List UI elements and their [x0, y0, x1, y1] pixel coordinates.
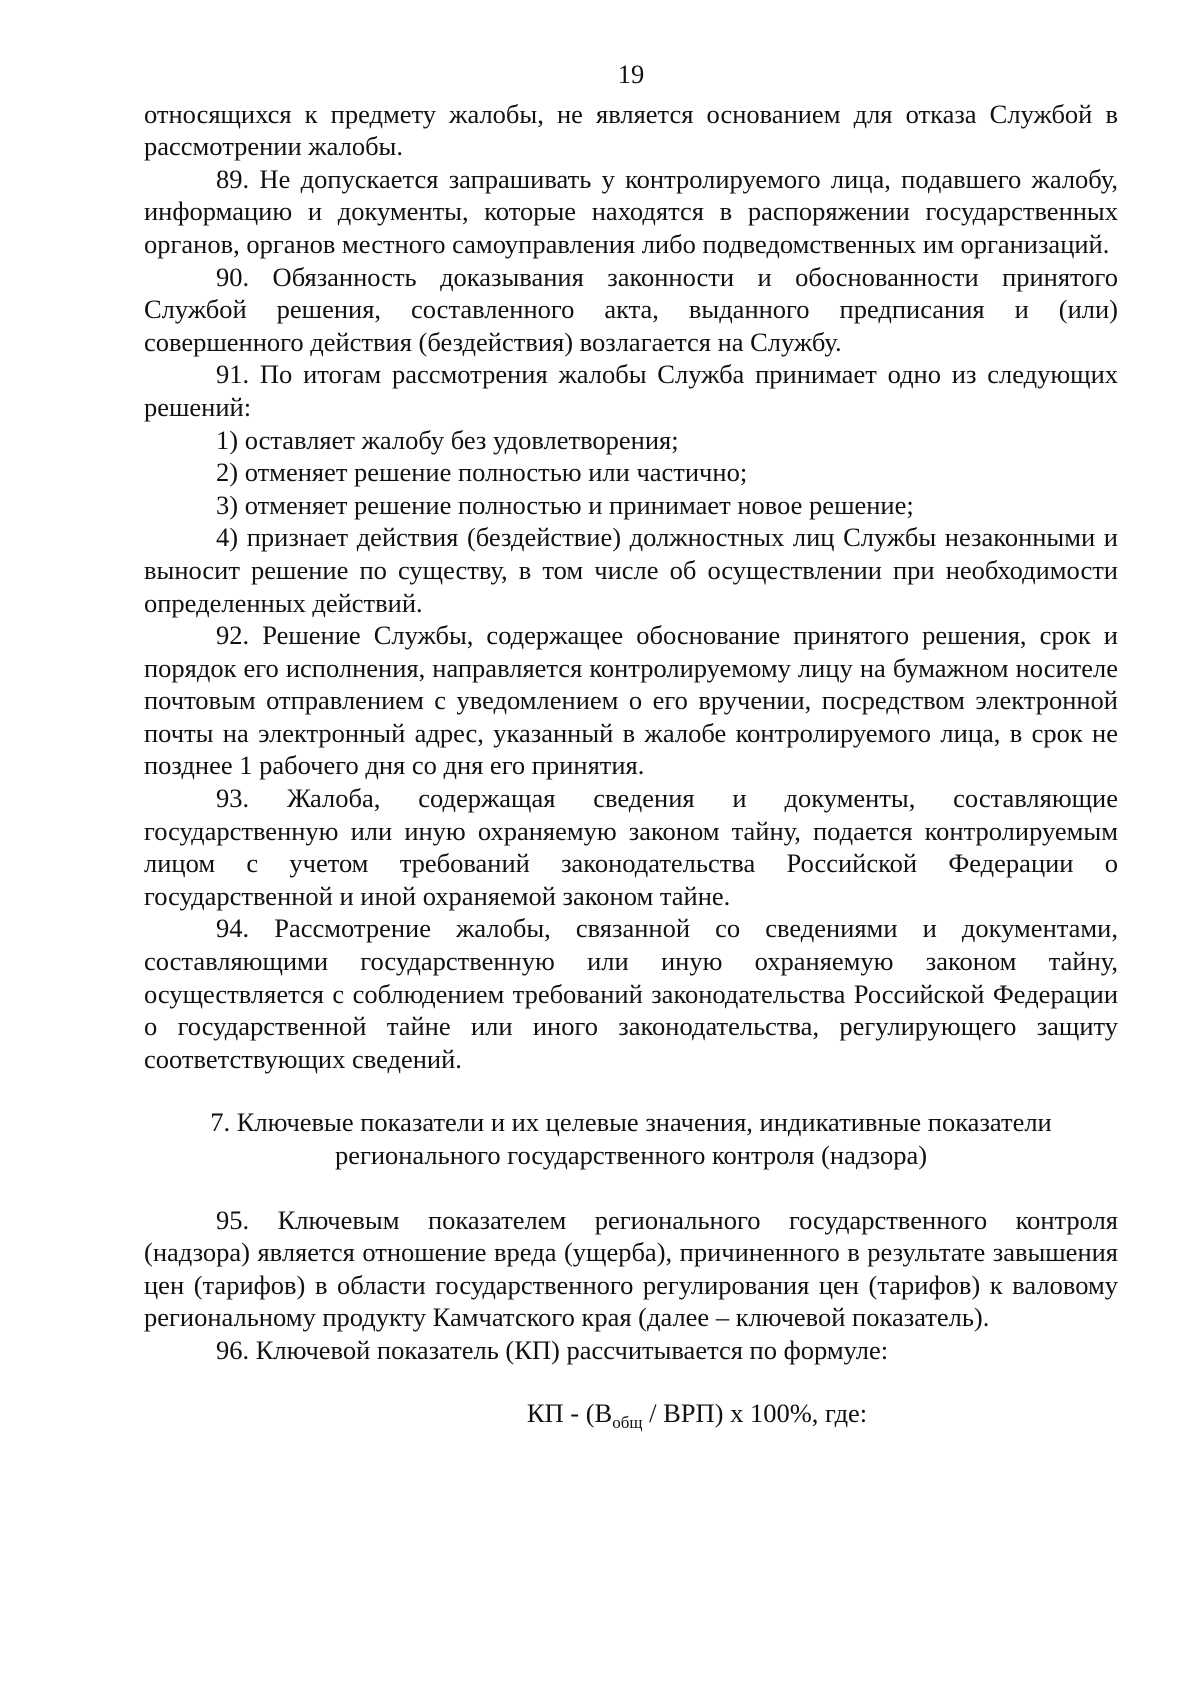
paragraph-continuation: относящихся к предмету жалобы, не является основанием для отказа Службой в рассмотрении жалобы. — [144, 98, 1118, 162]
paragraph-95: 95. Ключевым показателем регионального государственного контроля (надзора) является отношение вреда (ущерба), причиненного в результате завышения цен (тарифов) в области государственного регулирования цен (тарифов) к валовому региональному продукту Камчатского края (далее – ключевой показатель). — [144, 1204, 1118, 1333]
decision-item-2: 2) отменяет решение полностью или частично; — [216, 457, 748, 488]
decision-list — [144, 424, 1118, 620]
section-heading — [144, 1106, 1118, 1171]
key-indicator-formula — [144, 1397, 1118, 1430]
paragraph-91: 91. По итогам рассмотрения жалобы Служба принимает одно из следующих решений: — [144, 359, 1118, 422]
formula-tail: / ВРП) х 100%, где: — [642, 1397, 868, 1428]
section-heading-line-1: 7. Ключевые показатели и их целевые значения, индикативные показатели — [210, 1107, 1052, 1138]
section-heading-line-2: регионального государственного контроля (надзора) — [334, 1140, 928, 1170]
decision-item-4: 4) признает действия (бездействие) должностных лиц Службы незаконными и выносит решение по существу, в том числе об осуществлении при необходимости определенных действий. — [144, 522, 1118, 618]
decision-item-3: 3) отменяет решение полностью и принимает новое решение; — [216, 489, 914, 520]
paragraph-92: 92. Решение Службы, содержащее обоснование принятого решения, срок и порядок его исполнения, направляется контролируемому лицу на бумажном носителе почтовым отправлением с уведомлением о его вручении, посредством электронной почты на электронный адрес, указанный в жалобе контролируемого лица, в срок не позднее 1 рабочего дня со дня его принятия. — [144, 620, 1118, 781]
document-page — [144, 58, 1118, 1432]
decision-item-1: 1) оставляет жалобу без удовлетворения; — [216, 424, 679, 455]
paragraph-90: 90. Обязанность доказывания законности и обоснованности принятого Службой решения, составленного акта, выданного предписания и (или) совершенного действия (бездействия) возлагается на Службу. — [144, 261, 1118, 357]
paragraph-94: 94. Рассмотрение жалобы, связанной со сведениями и документами, составляющими государственную или иную охраняемую законом тайну, осуществляется с соблюдением требований законодательства Российской Федерации о государственной тайне или иного законодательства, регулирующего защиту соответствующих сведений. — [144, 913, 1118, 1074]
formula-subscript: общ — [612, 1412, 643, 1432]
paragraph-89: 89. Не допускается запрашивать у контролируемого лица, подавшего жалобу, информацию и документы, которые находятся в распоряжении государственных органов, органов местного самоуправления либо подведомственных им организаций. — [144, 163, 1118, 259]
page-number: 19 — [617, 59, 645, 89]
paragraph-96: 96. Ключевой показатель (КП) рассчитывается по формуле: — [216, 1334, 889, 1365]
formula-lead: КП - (В — [526, 1397, 613, 1428]
paragraph-93: 93. Жалоба, содержащая сведения и документы, составляющие государственную или иную охраняемую законом тайну, подается контролируемым лицом с учетом требований законодательства Российской Федерации о государственной и иной охраняемой законом тайне. — [144, 783, 1118, 911]
